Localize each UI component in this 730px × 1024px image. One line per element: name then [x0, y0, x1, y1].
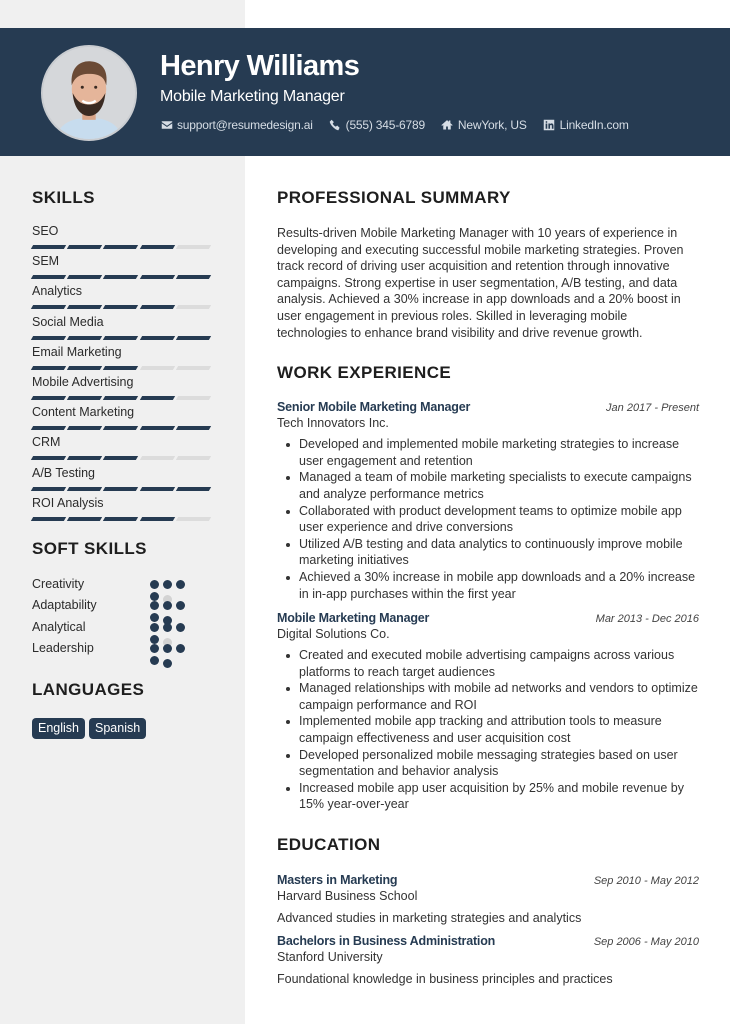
skill-level-segment	[31, 487, 66, 491]
skill-item	[32, 283, 222, 313]
job-header	[277, 400, 699, 414]
job-dates: Mar 2013 - Dec 2016	[595, 613, 699, 626]
job-entry	[277, 400, 699, 602]
skills-list	[32, 223, 222, 525]
skill-level-segment	[103, 305, 138, 309]
contact-location-text: NewYork, US	[457, 118, 527, 132]
skill-level-bar	[32, 426, 222, 430]
skill-level-segment	[103, 245, 138, 249]
skill-level-segment	[176, 487, 211, 491]
job-bullet: Utilized A/B testing and data analytics to continuously improve mobile marketing initiatives	[277, 536, 699, 569]
skill-level-bar	[32, 336, 222, 340]
job-company: Digital Solutions Co.	[277, 627, 390, 642]
skill-level-segment	[139, 396, 174, 400]
soft-skill-rating	[150, 620, 200, 632]
contact-list	[160, 118, 645, 132]
skill-level-segment	[176, 366, 211, 370]
skill-level-segment	[176, 336, 211, 340]
skill-name: Mobile Advertising	[32, 374, 134, 389]
skill-level-segment	[176, 426, 211, 430]
skill-level-segment	[67, 366, 102, 370]
skill-item	[32, 253, 222, 283]
skill-level-segment	[103, 487, 138, 491]
envelope-icon	[160, 119, 173, 131]
skill-level-segment	[139, 426, 174, 430]
skill-level-bar	[32, 396, 222, 400]
soft-skill-name: Analytical	[32, 619, 86, 634]
education-degree: Bachelors in Business Administration	[277, 934, 496, 949]
summary-text: Results-driven Mobile Marketing Manager with 10 years of experience in developing and executing successful mobile marketing strategies. Proven track record of driving user acquisition and retention through innovative campaigns. Strong expertise in user segmentation, A/B testing, and data analysis. Achieved a 30% increase in app downloads and a 20% boost in user engagement in previous roles. Skilled in leveraging mobile technologies to enhance brand visibility and drive revenue growth.	[277, 226, 684, 340]
rating-dot-icon	[150, 644, 159, 653]
job-company: Tech Innovators Inc.	[277, 416, 389, 431]
skill-name: SEO	[32, 224, 59, 238]
skill-level-bar	[32, 305, 222, 309]
skill-level-bar	[32, 366, 222, 370]
education-list	[277, 873, 699, 986]
language-badge: English	[32, 718, 85, 739]
skill-level-segment	[31, 366, 66, 370]
education-header	[277, 873, 699, 887]
skill-level-segment	[67, 336, 102, 340]
education-dates: Sep 2010 - May 2012	[593, 875, 699, 888]
education-entry	[277, 934, 699, 986]
soft-skill-item	[32, 598, 222, 620]
education-school: Harvard Business School	[277, 889, 418, 904]
skill-level-segment	[67, 517, 102, 521]
summary-heading: PROFESSIONAL SUMMARY	[277, 188, 511, 207]
skill-level-segment	[67, 487, 102, 491]
skill-level-segment	[139, 456, 174, 460]
skill-level-segment	[31, 517, 66, 521]
rating-dot-icon	[150, 601, 159, 610]
language-badge: Spanish	[89, 718, 146, 739]
job-bullet: Achieved a 30% increase in mobile app downloads and a 20% increase in in-app purchases within the first year	[277, 569, 699, 602]
jobs-list	[277, 400, 699, 813]
main-content	[277, 188, 699, 986]
resume-header	[0, 28, 730, 156]
skill-level-segment	[103, 336, 138, 340]
soft-skill-item	[32, 641, 222, 663]
rating-dot-icon	[163, 644, 172, 653]
soft-skill-rating	[150, 577, 200, 589]
rating-dot-icon	[176, 644, 185, 653]
skill-level-segment	[139, 336, 174, 340]
job-role: Mobile Marketing Manager	[277, 611, 430, 626]
soft-skills-list	[32, 577, 222, 663]
soft-skill-item	[32, 577, 222, 599]
job-header	[277, 611, 699, 625]
job-bullet: Collaborated with product development teams to optimize mobile app user experience and drive conversions	[277, 503, 699, 536]
languages-heading: LANGUAGES	[32, 679, 145, 699]
skill-level-segment	[67, 245, 102, 249]
skill-level-segment	[103, 456, 138, 460]
profile-photo	[41, 45, 137, 141]
skill-level-segment	[31, 336, 66, 340]
education-description: Foundational knowledge in business principles and practices	[277, 972, 613, 987]
contact-linkedin[interactable]	[543, 118, 629, 132]
languages-list	[32, 718, 222, 739]
rating-dot-icon	[176, 601, 185, 610]
education-entry	[277, 873, 699, 925]
skill-item	[32, 434, 222, 464]
candidate-name: Henry Williams	[160, 50, 360, 82]
skill-level-segment	[67, 396, 102, 400]
job-bullet: Developed personalized mobile messaging strategies based on user segmentation and behavior analysis	[277, 747, 699, 780]
skill-level-segment	[103, 426, 138, 430]
skill-item	[32, 314, 222, 344]
soft-skill-name: Creativity	[32, 576, 85, 591]
skill-level-segment	[103, 396, 138, 400]
skill-name: A/B Testing	[32, 465, 96, 480]
job-bullet: Developed and implemented mobile marketing strategies to increase user engagement and retention	[277, 436, 699, 469]
skill-name: Analytics	[32, 284, 83, 299]
skill-level-segment	[176, 245, 211, 249]
skill-level-segment	[31, 396, 66, 400]
skills-heading: SKILLS	[32, 188, 95, 207]
skill-level-segment	[31, 456, 66, 460]
skill-level-bar	[32, 245, 222, 249]
skill-level-segment	[67, 456, 102, 460]
education-degree: Masters in Marketing	[277, 873, 398, 888]
contact-email-text: support@resumedesign.ai	[177, 118, 313, 132]
skill-item	[32, 495, 222, 525]
skill-level-segment	[67, 426, 102, 430]
rating-dot-icon	[176, 580, 185, 589]
soft-skill-name: Adaptability	[32, 598, 97, 613]
rating-dot-icon	[163, 601, 172, 610]
soft-skills-heading: SOFT SKILLS	[32, 538, 147, 558]
skill-level-segment	[139, 487, 174, 491]
skill-name: CRM	[32, 435, 61, 450]
skill-level-segment	[176, 275, 211, 279]
soft-skill-name: Leadership	[32, 641, 94, 656]
skill-level-segment	[139, 275, 174, 279]
skill-level-segment	[139, 305, 174, 309]
soft-skill-rating	[150, 598, 200, 610]
contact-phone-text: (555) 345-6789	[345, 118, 425, 132]
work-experience-heading: WORK EXPERIENCE	[277, 363, 452, 383]
skill-level-segment	[103, 275, 138, 279]
skill-level-segment	[139, 517, 174, 521]
skill-item	[32, 344, 222, 374]
skill-level-bar	[32, 487, 222, 491]
job-bullets	[277, 647, 699, 813]
skill-level-segment	[103, 517, 138, 521]
skill-name: Content Marketing	[32, 405, 135, 420]
skill-level-bar	[32, 456, 222, 460]
skill-level-segment	[67, 275, 102, 279]
sidebar	[32, 188, 222, 739]
contact-email[interactable]	[160, 118, 313, 132]
rating-dot-icon	[163, 623, 172, 632]
skill-level-segment	[31, 245, 66, 249]
skill-level-segment	[139, 245, 174, 249]
skill-level-segment	[103, 366, 138, 370]
avatar-icon	[43, 47, 135, 139]
job-bullet: Created and executed mobile advertising campaigns across various platforms to reach target audiences	[277, 647, 699, 680]
home-icon	[441, 119, 454, 131]
job-bullet: Managed a team of mobile marketing specialists to execute campaigns and analyze performance metrics	[277, 469, 699, 502]
rating-dot-icon	[163, 659, 172, 668]
job-dates: Jan 2017 - Present	[606, 402, 699, 415]
contact-linkedin-text: LinkedIn.com	[559, 118, 629, 132]
skill-name: Social Media	[32, 314, 104, 329]
education-school: Stanford University	[277, 950, 383, 965]
skill-level-segment	[176, 396, 211, 400]
skill-name: ROI Analysis	[32, 495, 104, 510]
job-bullet: Managed relationships with mobile ad networks and vendors to optimize campaign performance and ROI	[277, 680, 699, 713]
rating-dot-icon	[176, 623, 185, 632]
phone-icon	[329, 119, 342, 131]
skill-level-segment	[31, 275, 66, 279]
education-heading: EDUCATION	[277, 835, 381, 855]
education-header	[277, 934, 699, 948]
skill-level-segment	[176, 456, 211, 460]
rating-dot-icon	[163, 580, 172, 589]
skill-name: Email Marketing	[32, 344, 122, 359]
skill-item	[32, 404, 222, 434]
soft-skill-item	[32, 620, 222, 642]
education-dates: Sep 2006 - May 2010	[593, 936, 699, 949]
rating-dot-icon	[150, 656, 159, 665]
job-bullet: Increased mobile app user acquisition by 25% and mobile revenue by 15% year-over-year	[277, 780, 699, 813]
rating-dot-icon	[150, 623, 159, 632]
soft-skill-rating	[150, 641, 200, 653]
rating-dot-icon	[150, 580, 159, 589]
job-entry	[277, 611, 699, 813]
skill-level-segment	[67, 305, 102, 309]
skill-name: SEM	[32, 254, 60, 269]
skill-level-segment	[31, 305, 66, 309]
job-bullet: Implemented mobile app tracking and attribution tools to measure campaign effectiveness and user acquisition cost	[277, 713, 699, 746]
skill-level-segment	[139, 366, 174, 370]
skill-level-segment	[176, 305, 211, 309]
candidate-title: Mobile Marketing Manager	[160, 88, 345, 105]
skill-level-bar	[32, 517, 222, 521]
contact-location	[441, 118, 527, 132]
linkedin-icon	[543, 119, 556, 131]
skill-level-segment	[31, 426, 66, 430]
skill-item	[32, 374, 222, 404]
job-role: Senior Mobile Marketing Manager	[277, 400, 471, 415]
skill-level-segment	[176, 517, 211, 521]
skill-level-bar	[32, 275, 222, 279]
skill-item	[32, 223, 222, 253]
education-description: Advanced studies in marketing strategies and analytics	[277, 911, 582, 926]
skill-item	[32, 465, 222, 495]
contact-phone[interactable]	[329, 118, 425, 132]
job-bullets	[277, 436, 699, 602]
